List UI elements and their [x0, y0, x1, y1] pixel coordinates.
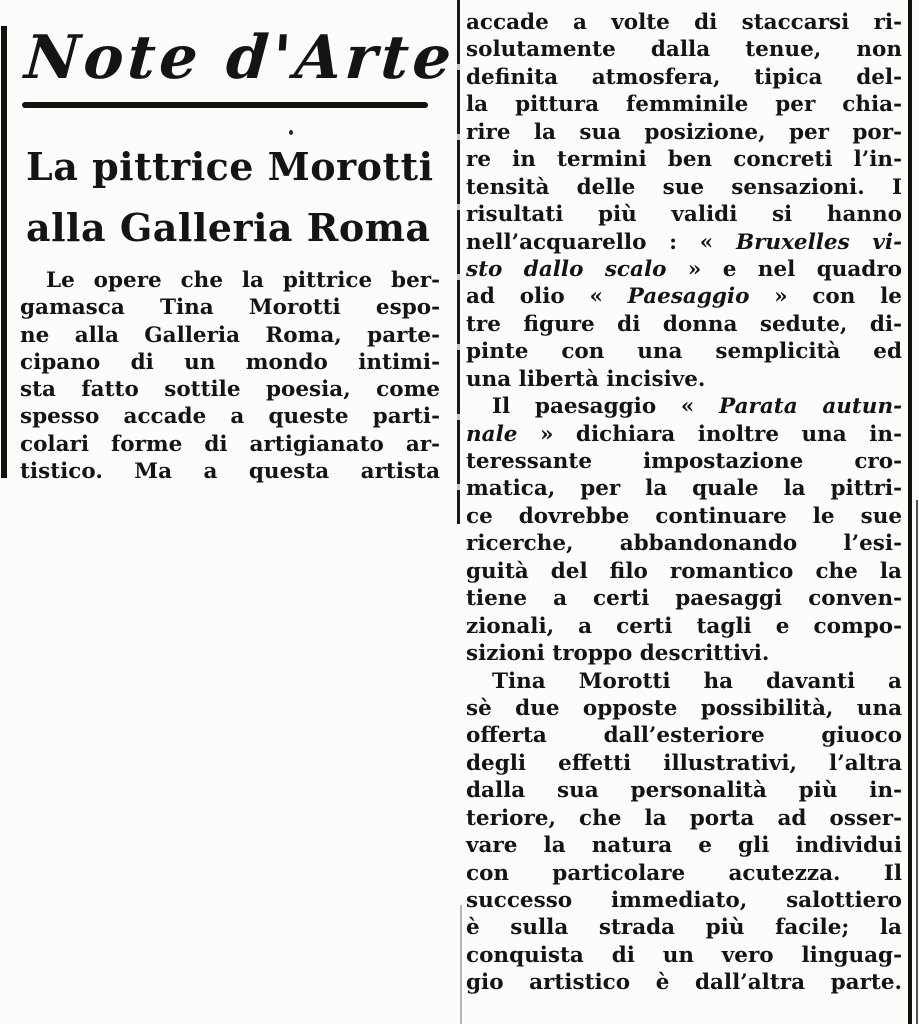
text-line: Tina Morotti ha davanti a	[492, 668, 902, 694]
text-line: risultati più validi si hanno	[466, 202, 902, 228]
text-line: definita atmosfera, tipica del-	[466, 64, 902, 90]
text-line: sto dallo scalo » e nel quadro	[466, 256, 902, 282]
text-line: sizioni troppo descrittivi.	[466, 641, 770, 667]
text-line: ne alla Galleria Roma, parte-	[20, 322, 440, 348]
text-line: matica, per la quale la pittri-	[466, 476, 902, 502]
text-line: ce dovrebbe continuare le sue	[466, 503, 902, 529]
ink-speck	[289, 130, 293, 135]
text-line: solutamente dalla tenue, non	[466, 37, 902, 63]
text-line: nell’acquarello : « Bruxelles vi-	[466, 229, 902, 255]
text-line: Le opere che la pittrice ber-	[46, 268, 440, 293]
masthead	[22, 16, 458, 108]
text-line: sta fatto sottile poesia, come	[20, 377, 440, 403]
text-line: una libertà incisive.	[466, 366, 706, 392]
text-line: colari forme di artigianato ar-	[20, 431, 440, 457]
column-divider-rule	[457, 0, 460, 524]
text-line: successo immediato, salottiero	[466, 888, 902, 913]
text-line: degli effetti illustrativi, l’altra	[466, 750, 902, 776]
text-line: la pittura femminile per chia-	[466, 92, 902, 118]
text-line: guità del filo romantico che la	[466, 558, 902, 584]
masthead-underline	[22, 102, 428, 108]
text-line: spesso accade a queste parti-	[20, 404, 440, 430]
text-line: gamasca Tina Morotti espo-	[20, 295, 440, 321]
headline-line-1: La pittrice Morotti	[26, 144, 434, 189]
text-line: sè due opposte possibilità, una	[466, 695, 902, 721]
text-line: teriore, che la porta ad osser-	[466, 805, 902, 831]
text-line: tre figure di donna sedute, di-	[466, 311, 902, 337]
text-line: conquista di un vero linguag-	[466, 942, 902, 968]
right-edge-rule-secondary	[916, 500, 918, 1024]
text-line: gio artistico è dall’altra parte.	[466, 970, 902, 996]
text-line: offerta dall’esteriore giuoco	[466, 723, 902, 749]
text-line: tensità delle sue sensazioni. I	[466, 174, 902, 200]
text-line: accade a volte di staccarsi ri-	[466, 10, 902, 35]
headline-line-2: alla Galleria Roma	[26, 205, 431, 250]
text-line: Il paesaggio « Parata autun-	[492, 394, 902, 420]
masthead-title: Note d'Arte	[22, 23, 458, 93]
article-headline	[26, 136, 440, 258]
text-line: vare la natura e gli individui	[466, 833, 902, 859]
text-line: è sulla strada più facile; la	[466, 915, 902, 941]
text-line: teressante impostazione cro-	[466, 449, 902, 474]
text-line: nale » dichiara inoltre una in-	[466, 421, 902, 447]
right-edge-rule	[908, 0, 912, 1024]
text-line: dalla sua personalità più in-	[466, 778, 902, 804]
text-line: tiene a certi paesaggi conven-	[466, 586, 902, 612]
left-edge-rule	[1, 26, 7, 478]
text-line: con particolare acutezza. Il	[466, 860, 902, 886]
text-line: tistico. Ma a questa artista	[20, 459, 440, 485]
text-line: pinte con una semplicità ed	[466, 339, 902, 365]
text-line: cipano di un mondo intimi-	[20, 349, 440, 375]
faint-bottom-rule	[460, 905, 462, 1024]
text-line: rire la sua posizione, per por-	[466, 119, 902, 145]
text-line: re in termini ben concreti l’in-	[466, 147, 902, 173]
text-line: zionali, a certi tagli e compo-	[466, 613, 902, 639]
text-line: ad olio « Paesaggio » con le	[466, 284, 902, 310]
text-line: ricerche, abbandonando l’esi-	[466, 531, 902, 557]
column-right	[466, 9, 902, 997]
column-left	[20, 267, 440, 485]
